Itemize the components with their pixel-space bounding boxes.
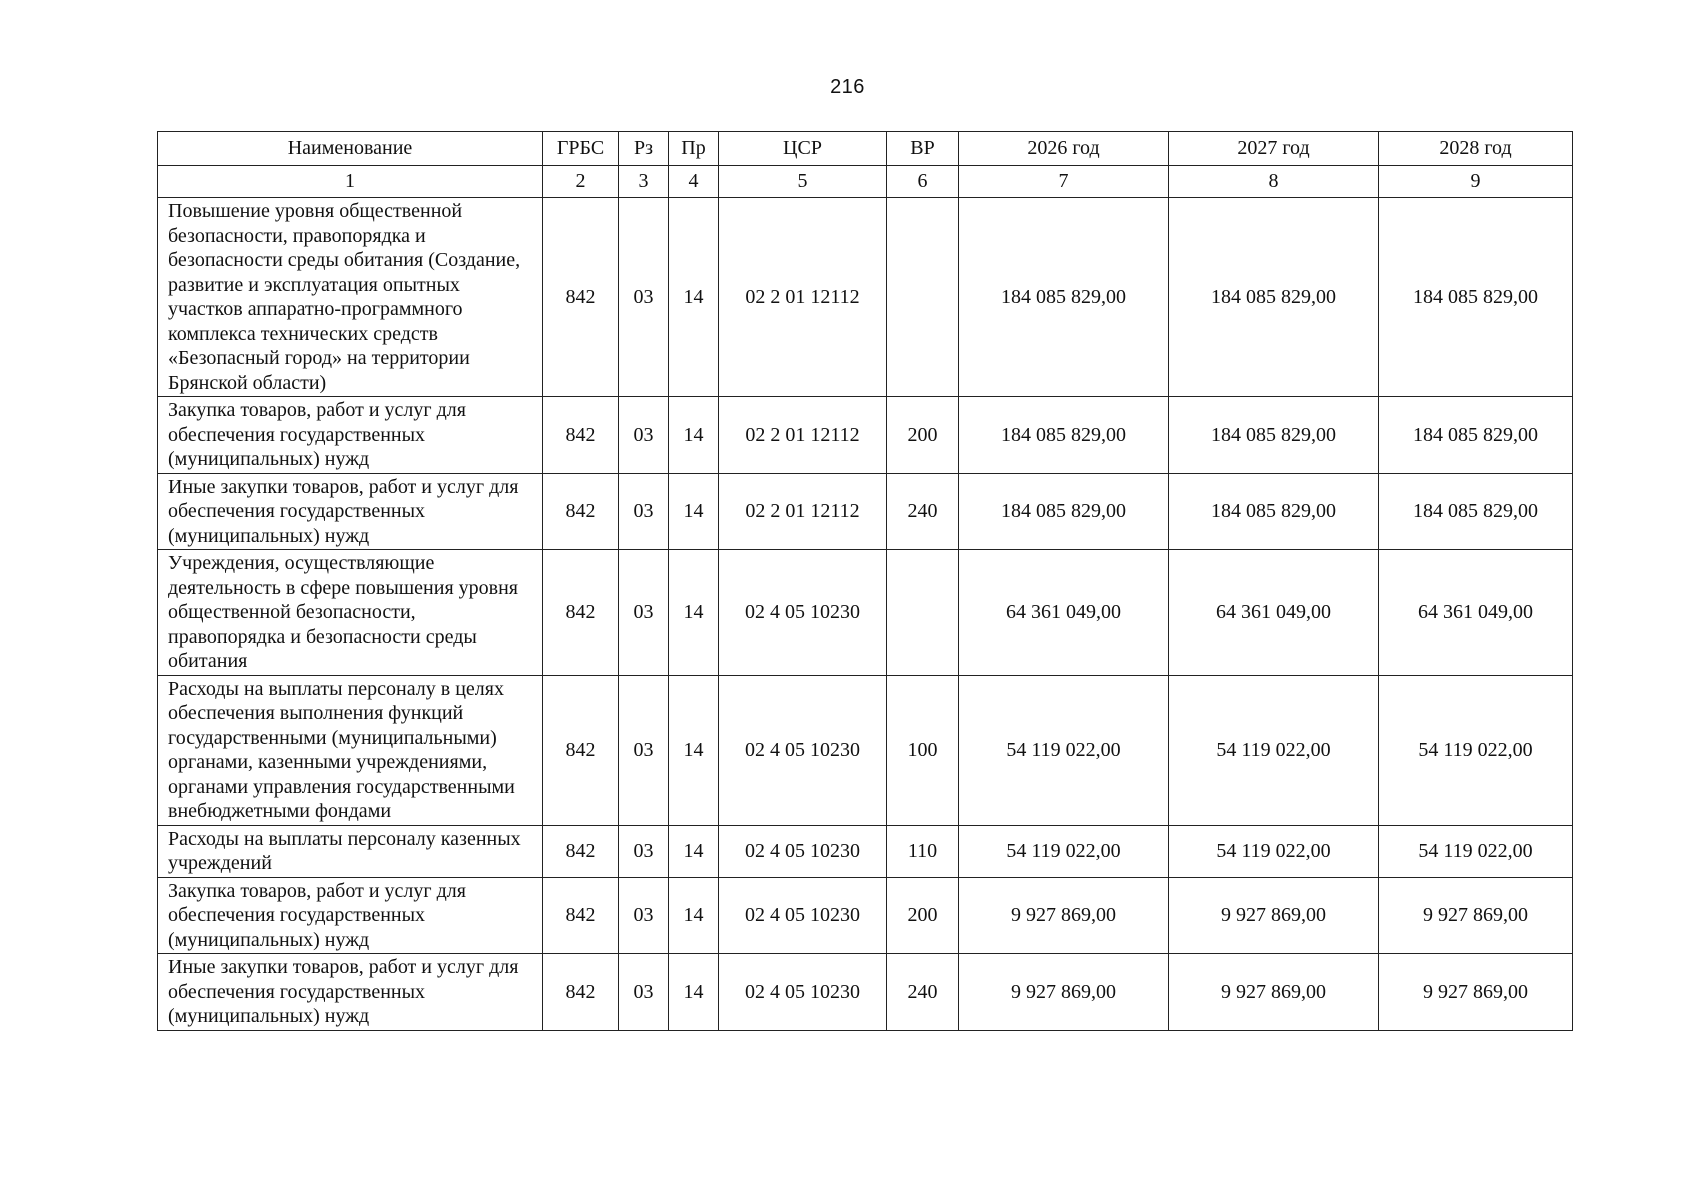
cell-2028: 184 085 829,00 (1379, 473, 1573, 550)
col-number: 8 (1169, 166, 1379, 198)
cell-2028: 54 119 022,00 (1379, 825, 1573, 877)
col-header-grbs: ГРБС (543, 132, 619, 166)
cell-pr: 14 (669, 198, 719, 397)
col-number: 9 (1379, 166, 1573, 198)
table-row (158, 675, 1573, 825)
cell-csr: 02 2 01 12112 (719, 198, 887, 397)
cell-rz: 03 (619, 473, 669, 550)
table-row (158, 954, 1573, 1031)
col-header-2027: 2027 год (1169, 132, 1379, 166)
cell-vr (887, 198, 959, 397)
cell-grbs: 842 (543, 675, 619, 825)
cell-2028: 184 085 829,00 (1379, 198, 1573, 397)
cell-rz: 03 (619, 397, 669, 474)
cell-csr: 02 4 05 10230 (719, 877, 887, 954)
cell-2026: 54 119 022,00 (959, 675, 1169, 825)
header-row (158, 132, 1573, 166)
cell-rz: 03 (619, 675, 669, 825)
cell-2026: 64 361 049,00 (959, 550, 1169, 676)
cell-vr: 200 (887, 397, 959, 474)
cell-grbs: 842 (543, 954, 619, 1031)
table-row (158, 550, 1573, 676)
cell-grbs: 842 (543, 473, 619, 550)
col-number: 6 (887, 166, 959, 198)
cell-2028: 9 927 869,00 (1379, 954, 1573, 1031)
cell-name: Повышение уровня общественной безопасности, правопорядка и безопасности среды обитания (Создание, развитие и эксплуатация опытных участков аппаратно-программного комплекса технических средств «Безопасный город» на территории Брянской области) (158, 198, 543, 397)
cell-grbs: 842 (543, 397, 619, 474)
col-number: 4 (669, 166, 719, 198)
col-number: 3 (619, 166, 669, 198)
table-row (158, 473, 1573, 550)
cell-2026: 54 119 022,00 (959, 825, 1169, 877)
cell-csr: 02 2 01 12112 (719, 397, 887, 474)
cell-2026: 9 927 869,00 (959, 954, 1169, 1031)
cell-2028: 54 119 022,00 (1379, 675, 1573, 825)
cell-2026: 184 085 829,00 (959, 473, 1169, 550)
cell-2027: 184 085 829,00 (1169, 397, 1379, 474)
cell-grbs: 842 (543, 877, 619, 954)
cell-grbs: 842 (543, 550, 619, 676)
cell-2026: 184 085 829,00 (959, 198, 1169, 397)
cell-vr: 110 (887, 825, 959, 877)
cell-name: Иные закупки товаров, работ и услуг для обеспечения государственных (муниципальных) нужд (158, 473, 543, 550)
cell-2028: 9 927 869,00 (1379, 877, 1573, 954)
cell-rz: 03 (619, 198, 669, 397)
budget-table (157, 131, 1573, 1031)
table-row (158, 198, 1573, 397)
page-number: 216 (830, 76, 865, 98)
col-number: 2 (543, 166, 619, 198)
cell-pr: 14 (669, 877, 719, 954)
cell-grbs: 842 (543, 198, 619, 397)
cell-pr: 14 (669, 550, 719, 676)
cell-name: Закупка товаров, работ и услуг для обеспечения государственных (муниципальных) нужд (158, 397, 543, 474)
cell-2026: 9 927 869,00 (959, 877, 1169, 954)
table-row (158, 397, 1573, 474)
col-header-pr: Пр (669, 132, 719, 166)
cell-csr: 02 4 05 10230 (719, 954, 887, 1031)
cell-rz: 03 (619, 877, 669, 954)
cell-pr: 14 (669, 473, 719, 550)
col-header-2028: 2028 год (1379, 132, 1573, 166)
cell-csr: 02 4 05 10230 (719, 825, 887, 877)
col-header-2026: 2026 год (959, 132, 1169, 166)
col-header-rz: Рз (619, 132, 669, 166)
cell-csr: 02 4 05 10230 (719, 675, 887, 825)
cell-2027: 54 119 022,00 (1169, 825, 1379, 877)
cell-pr: 14 (669, 675, 719, 825)
cell-grbs: 842 (543, 825, 619, 877)
cell-2027: 184 085 829,00 (1169, 473, 1379, 550)
cell-rz: 03 (619, 825, 669, 877)
cell-2027: 184 085 829,00 (1169, 198, 1379, 397)
cell-pr: 14 (669, 954, 719, 1031)
cell-2027: 9 927 869,00 (1169, 954, 1379, 1031)
cell-2028: 184 085 829,00 (1379, 397, 1573, 474)
cell-vr: 240 (887, 954, 959, 1031)
cell-pr: 14 (669, 825, 719, 877)
cell-2028: 64 361 049,00 (1379, 550, 1573, 676)
table-row (158, 825, 1573, 877)
cell-2026: 184 085 829,00 (959, 397, 1169, 474)
cell-csr: 02 2 01 12112 (719, 473, 887, 550)
cell-vr: 200 (887, 877, 959, 954)
col-number: 1 (158, 166, 543, 198)
col-header-csr: ЦСР (719, 132, 887, 166)
col-header-name: Наименование (158, 132, 543, 166)
cell-rz: 03 (619, 954, 669, 1031)
cell-vr: 100 (887, 675, 959, 825)
col-header-vr: ВР (887, 132, 959, 166)
cell-2027: 9 927 869,00 (1169, 877, 1379, 954)
cell-2027: 64 361 049,00 (1169, 550, 1379, 676)
cell-name: Иные закупки товаров, работ и услуг для обеспечения государственных (муниципальных) нужд (158, 954, 543, 1031)
cell-vr (887, 550, 959, 676)
cell-rz: 03 (619, 550, 669, 676)
cell-name: Закупка товаров, работ и услуг для обеспечения государственных (муниципальных) нужд (158, 877, 543, 954)
cell-name: Расходы на выплаты персоналу в целях обеспечения выполнения функций государственными (муниципальными) органами, казенными учреждениями, органами управления государственными внебюджетными фондами (158, 675, 543, 825)
cell-name: Учреждения, осуществляющие деятельность в сфере повышения уровня общественной безопасности, правопорядка и безопасности среды обитания (158, 550, 543, 676)
col-number: 5 (719, 166, 887, 198)
column-number-row (158, 166, 1573, 198)
cell-name: Расходы на выплаты персоналу казенных учреждений (158, 825, 543, 877)
cell-pr: 14 (669, 397, 719, 474)
cell-csr: 02 4 05 10230 (719, 550, 887, 676)
col-number: 7 (959, 166, 1169, 198)
cell-2027: 54 119 022,00 (1169, 675, 1379, 825)
table-row (158, 877, 1573, 954)
cell-vr: 240 (887, 473, 959, 550)
